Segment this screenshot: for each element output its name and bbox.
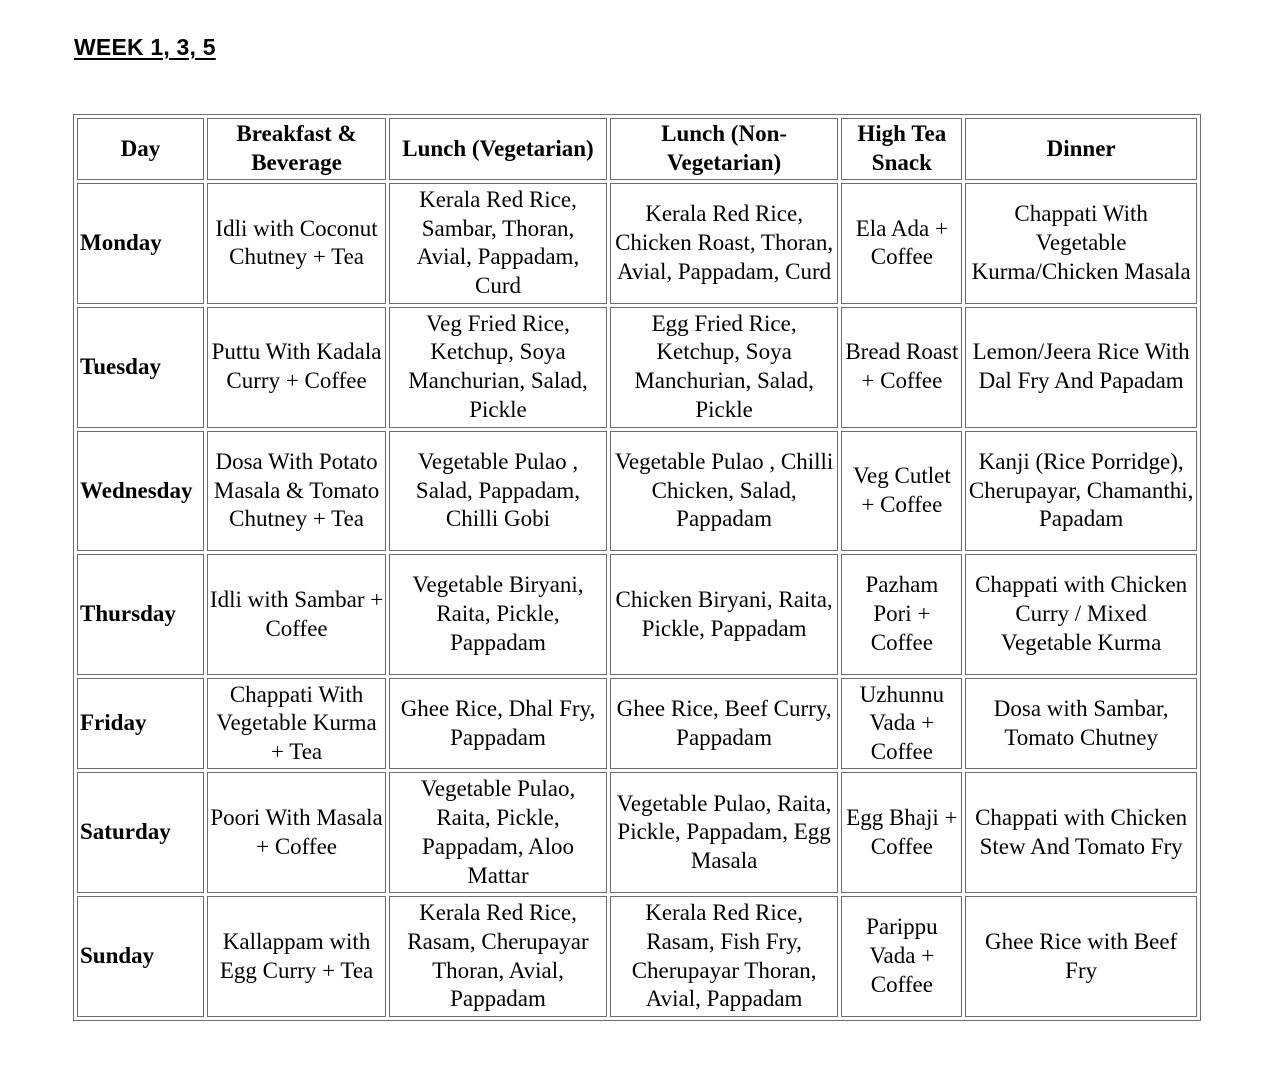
lunch-veg-cell: Vegetable Pulao , Salad, Pappadam, Chilli Gobi: [389, 431, 607, 552]
dinner-cell: Dosa with Sambar, Tomato Chutney: [965, 678, 1197, 769]
column-header-lunch-nonveg: Lunch (Non-Vegetarian): [610, 118, 839, 180]
lunch-veg-cell: Vegetable Pulao, Raita, Pickle, Pappadam, Aloo Mattar: [389, 772, 607, 893]
lunch-veg-cell: Vegetable Biryani, Raita, Pickle, Pappadam: [389, 554, 607, 675]
day-cell: Sunday: [77, 896, 204, 1017]
table-row: [77, 554, 1197, 675]
dinner-cell: Chappati With Vegetable Kurma/Chicken Masala: [965, 183, 1197, 304]
lunch-nonveg-cell: Egg Fried Rice, Ketchup, Soya Manchurian, Salad, Pickle: [610, 307, 839, 428]
high-tea-cell: Ela Ada + Coffee: [841, 183, 962, 304]
day-cell: Thursday: [77, 554, 204, 675]
breakfast-cell: Poori With Masala + Coffee: [207, 772, 386, 893]
table-row: [77, 678, 1197, 769]
breakfast-cell: Idli with Coconut Chutney + Tea: [207, 183, 386, 304]
table-row: [77, 183, 1197, 304]
dinner-cell: Chappati with Chicken Curry / Mixed Vegetable Kurma: [965, 554, 1197, 675]
lunch-veg-cell: Veg Fried Rice, Ketchup, Soya Manchurian, Salad, Pickle: [389, 307, 607, 428]
high-tea-cell: Egg Bhaji + Coffee: [841, 772, 962, 893]
column-header-lunch-veg: Lunch (Vegetarian): [389, 118, 607, 180]
column-header-high-tea: High Tea Snack: [841, 118, 962, 180]
table-row: [77, 307, 1197, 428]
weekly-menu-table: [73, 114, 1201, 1021]
high-tea-cell: Uzhunnu Vada + Coffee: [841, 678, 962, 769]
high-tea-cell: Bread Roast + Coffee: [841, 307, 962, 428]
breakfast-cell: Puttu With Kadala Curry + Coffee: [207, 307, 386, 428]
lunch-nonveg-cell: Vegetable Pulao , Chilli Chicken, Salad, Pappadam: [610, 431, 839, 552]
breakfast-cell: Kallappam with Egg Curry + Tea: [207, 896, 386, 1017]
lunch-nonveg-cell: Ghee Rice, Beef Curry, Pappadam: [610, 678, 839, 769]
breakfast-cell: Idli with Sambar + Coffee: [207, 554, 386, 675]
day-cell: Monday: [77, 183, 204, 304]
day-cell: Tuesday: [77, 307, 204, 428]
lunch-nonveg-cell: Vegetable Pulao, Raita, Pickle, Pappadam, Egg Masala: [610, 772, 839, 893]
column-header-day: Day: [77, 118, 204, 180]
lunch-veg-cell: Kerala Red Rice, Rasam, Cherupayar Thoran, Avial, Pappadam: [389, 896, 607, 1017]
high-tea-cell: Veg Cutlet + Coffee: [841, 431, 962, 552]
lunch-nonveg-cell: Chicken Biryani, Raita, Pickle, Pappadam: [610, 554, 839, 675]
day-cell: Friday: [77, 678, 204, 769]
breakfast-cell: Chappati With Vegetable Kurma + Tea: [207, 678, 386, 769]
table-header-row: [77, 118, 1197, 180]
column-header-dinner: Dinner: [965, 118, 1197, 180]
high-tea-cell: Pazham Pori + Coffee: [841, 554, 962, 675]
table-row: [77, 431, 1197, 552]
column-header-breakfast: Breakfast & Beverage: [207, 118, 386, 180]
table-row: [77, 772, 1197, 893]
dinner-cell: Ghee Rice with Beef Fry: [965, 896, 1197, 1017]
lunch-veg-cell: Ghee Rice, Dhal Fry, Pappadam: [389, 678, 607, 769]
table-row: [77, 896, 1197, 1017]
day-cell: Wednesday: [77, 431, 204, 552]
day-cell: Saturday: [77, 772, 204, 893]
dinner-cell: Kanji (Rice Porridge), Cherupayar, Chamanthi, Papadam: [965, 431, 1197, 552]
dinner-cell: Lemon/Jeera Rice With Dal Fry And Papadam: [965, 307, 1197, 428]
breakfast-cell: Dosa With Potato Masala & Tomato Chutney + Tea: [207, 431, 386, 552]
page-title: WEEK 1, 3, 5: [74, 34, 216, 60]
lunch-nonveg-cell: Kerala Red Rice, Chicken Roast, Thoran, Avial, Pappadam, Curd: [610, 183, 839, 304]
high-tea-cell: Parippu Vada + Coffee: [841, 896, 962, 1017]
lunch-nonveg-cell: Kerala Red Rice, Rasam, Fish Fry, Cherupayar Thoran, Avial, Pappadam: [610, 896, 839, 1017]
dinner-cell: Chappati with Chicken Stew And Tomato Fry: [965, 772, 1197, 893]
lunch-veg-cell: Kerala Red Rice, Sambar, Thoran, Avial, Pappadam, Curd: [389, 183, 607, 304]
